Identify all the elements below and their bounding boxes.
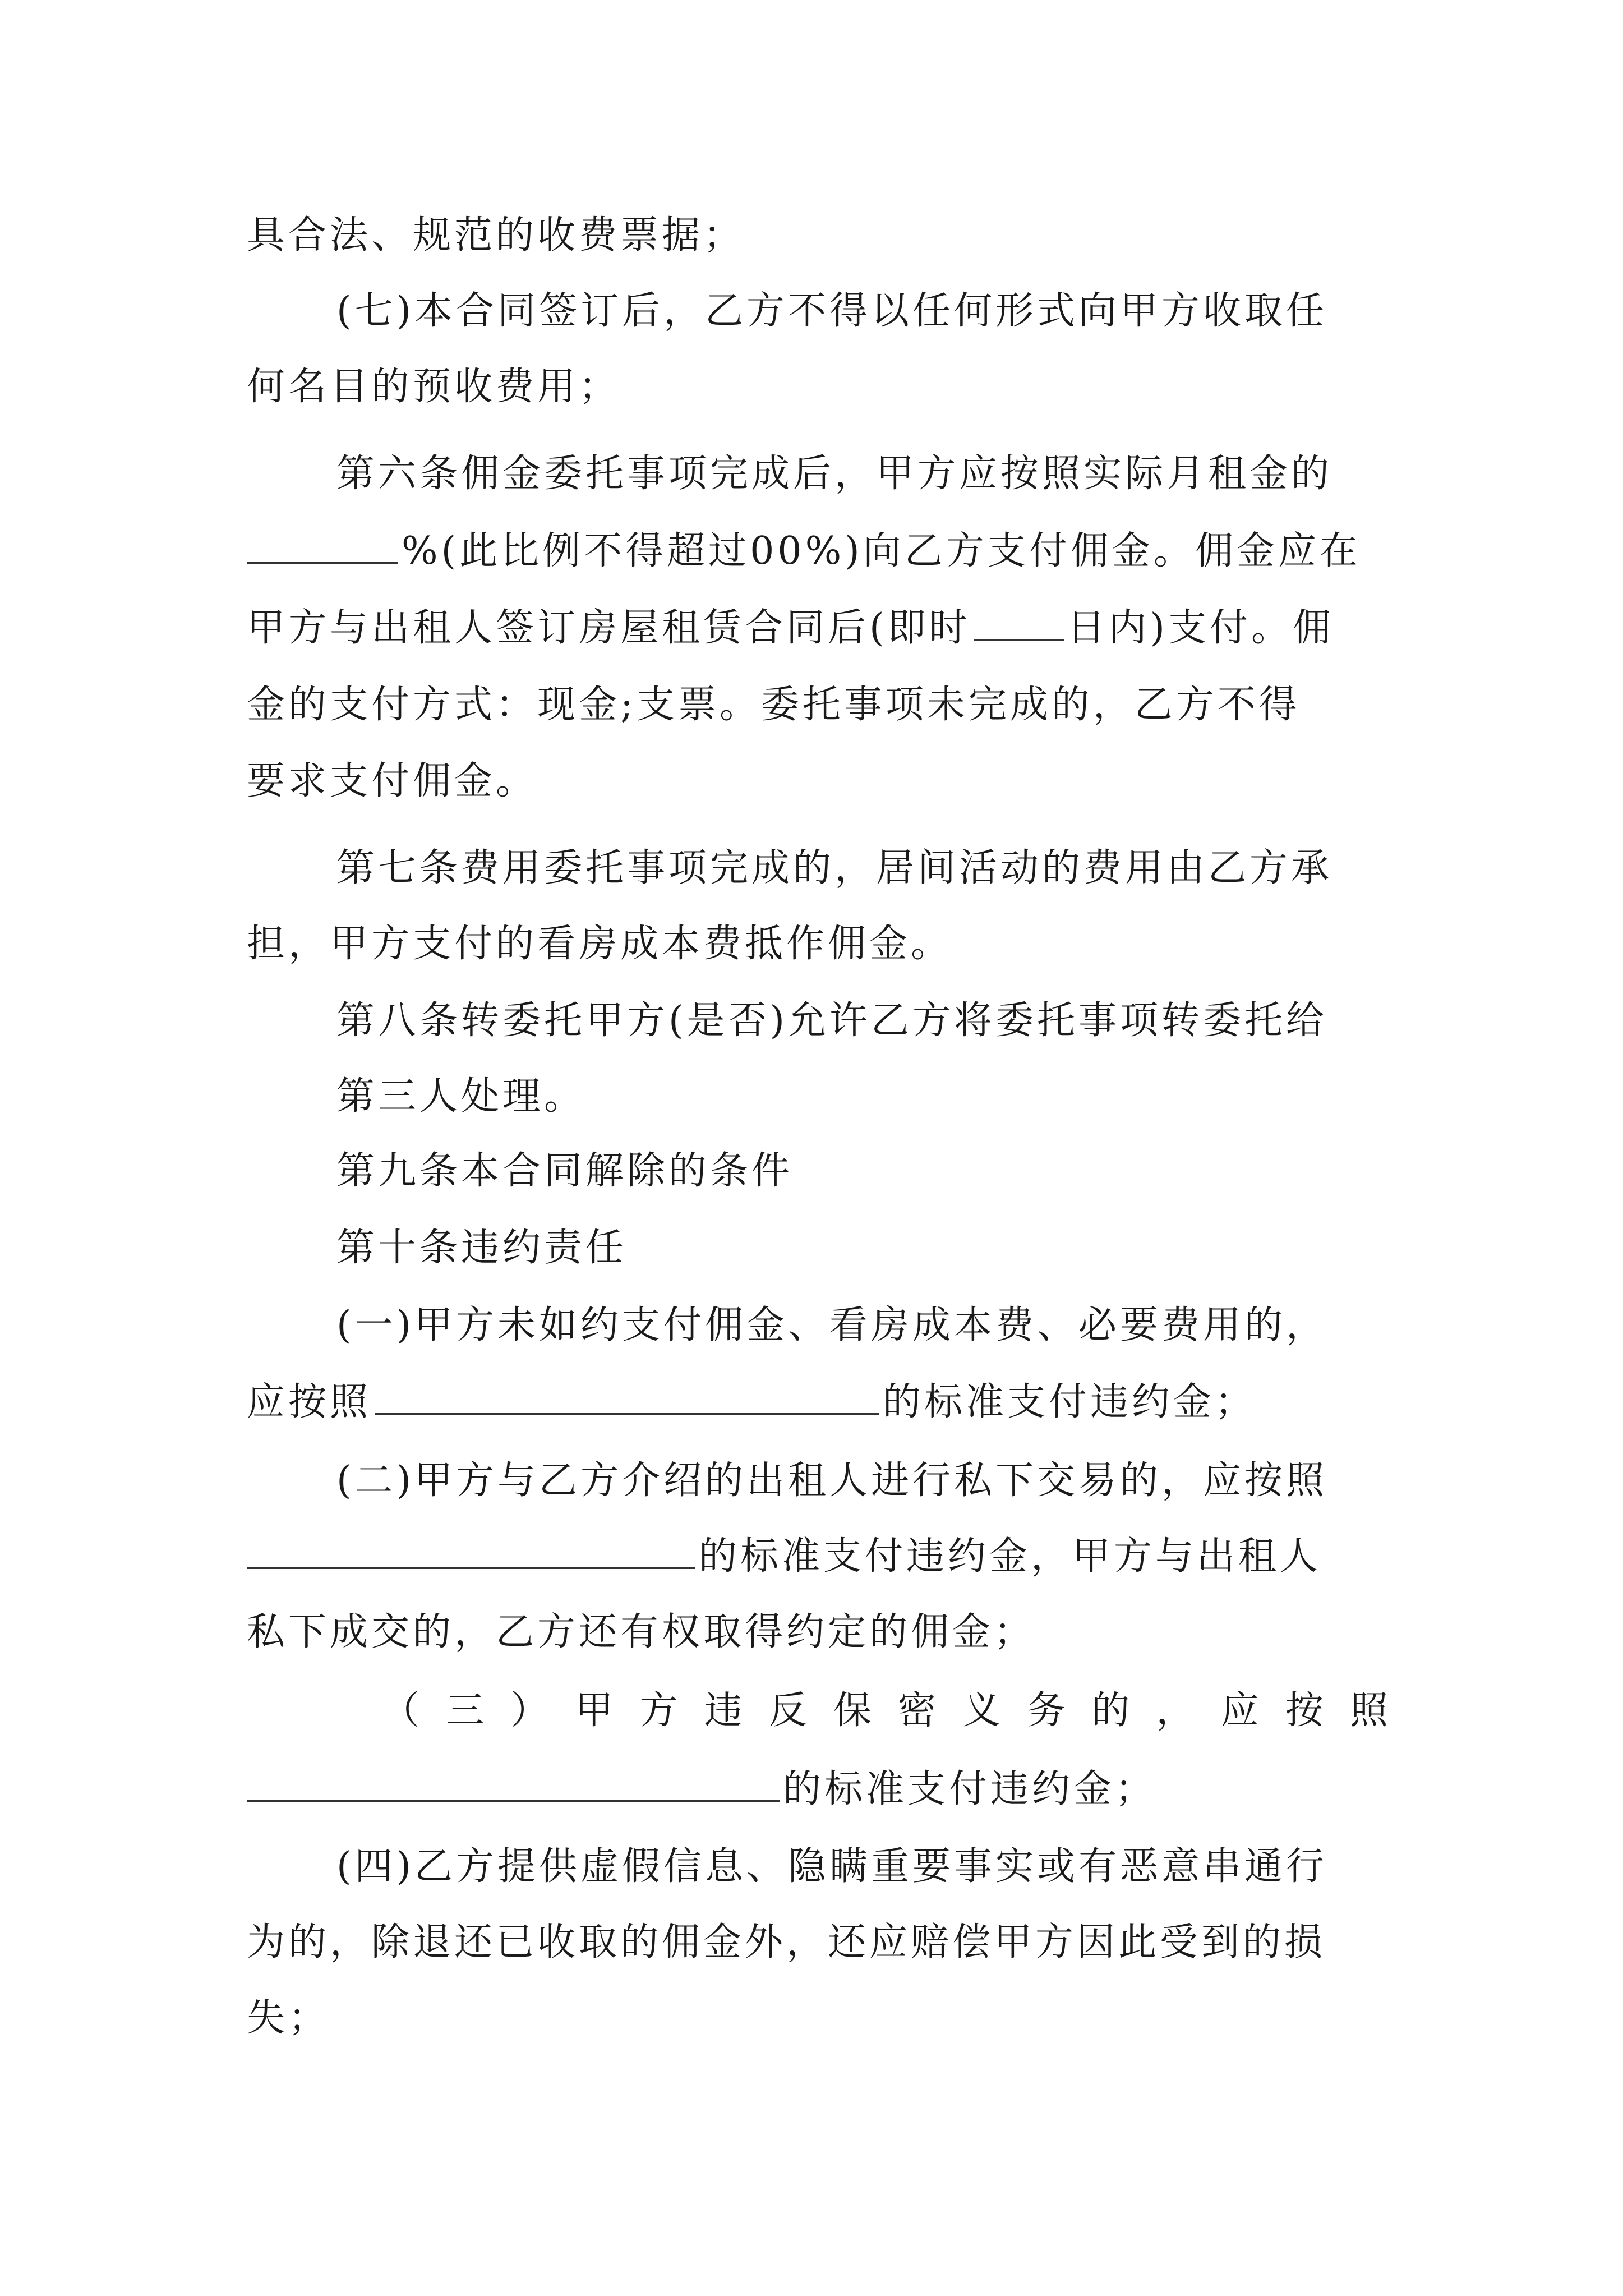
char: ， [1156,1688,1195,1733]
char: ） [510,1688,549,1733]
clause-7-line [336,286,1388,337]
text-line [247,1531,1388,1582]
clause-4-line [336,1842,1388,1892]
char: 甲 [575,1688,614,1733]
char: 的 [1091,1688,1130,1733]
text-line [247,1607,1388,1658]
char: 违 [704,1688,743,1733]
char: 方 [639,1688,678,1733]
char: 按 [1285,1688,1324,1733]
text-line [336,1071,1388,1122]
line-text: 第十条违约责任 [336,1226,628,1270]
char: 密 [898,1688,937,1733]
article-9-line [336,1146,1388,1197]
line-text: 第八条转委托甲方(是否)允许乙方将委托事项转委托给 [336,999,1328,1043]
line-text: 失； [247,1996,330,2040]
line-text: 第六条佣金委托事项完成后，甲方应按照实际月租金的 [336,452,1333,496]
text-line [247,1764,1388,1815]
fill-in-blank[interactable] [247,528,398,564]
line-text: 第九条本合同解除的条件 [336,1149,794,1193]
line-text: (二)甲方与乙方介绍的出租人进行私下交易的，应按照 [336,1458,1328,1503]
line-text: 金的支付方式：现金;支票。委托事项未完成的，乙方不得 [247,683,1301,727]
text-line [247,210,1388,261]
fill-in-blank[interactable] [247,1534,695,1569]
line-text: (四)乙方提供虚假信息、隐瞒重要事实或有恶意串通行 [336,1844,1328,1889]
line-text: 应按照 [247,1380,372,1424]
line-text: 的标准支付违约金； [783,1767,1157,1811]
char: 保 [833,1688,872,1733]
article-10-line [336,1223,1388,1273]
line-text: (一)甲方未如约支付佣金、看房成本费、必要费用的， [336,1303,1328,1347]
line-text: (七)本合同签订后，乙方不得以任何形式向甲方收取任 [336,289,1328,333]
text-line [247,680,1388,730]
article-7-line [336,843,1388,894]
char: 务 [1027,1688,1066,1733]
line-text: 的标准支付违约金； [883,1380,1257,1424]
text-line [247,919,1388,969]
char: 反 [768,1688,807,1733]
line-text: 第三人处理。 [336,1074,586,1119]
fill-in-blank[interactable] [974,605,1064,641]
fill-in-blank[interactable] [375,1379,879,1415]
line-text: 的标准支付违约金，甲方与出租人 [699,1534,1322,1579]
line-text: 要求支付佣金。 [247,759,538,803]
line-text: 担，甲方支付的看房成本费抵作佣金。 [247,922,953,966]
line-text: 具合法、规范的收费票据； [247,213,745,257]
line-text: 第七条费用委托事项完成的，居间活动的费用由乙方承 [336,846,1333,890]
text-line [247,756,1388,807]
char: （ [381,1688,420,1733]
text-line [247,362,1388,412]
line-text: 何名目的预收费用； [247,365,621,409]
clause-2-line [336,1456,1388,1506]
clause-1-line [336,1300,1388,1351]
line-text: 私下成交的，乙方还有权取得约定的佣金； [247,1610,1036,1654]
line-text: 甲方与出租人签订房屋租赁合同后(即时 [247,606,971,650]
text-line [247,1377,1388,1428]
article-6-line [336,449,1388,499]
line-text: 为的，除退还已收取的佣金外，还应赔偿甲方因此受到的损 [247,1920,1326,1964]
char: 应 [1220,1688,1259,1733]
text-line [247,526,1388,577]
char: 义 [962,1688,1001,1733]
text-line [247,1917,1388,1968]
fill-in-blank[interactable] [247,1766,780,1802]
text-line [247,1993,1388,2044]
clause-3-line [381,1686,1388,1736]
char: 照 [1349,1688,1388,1733]
line-text: 日内)支付。佣 [1067,606,1335,650]
text-line [247,603,1388,654]
char: 三 [446,1688,485,1733]
line-text: %(此比例不得超过00%)向乙方支付佣金。佣金应在 [402,529,1361,573]
article-8-line [336,996,1388,1046]
